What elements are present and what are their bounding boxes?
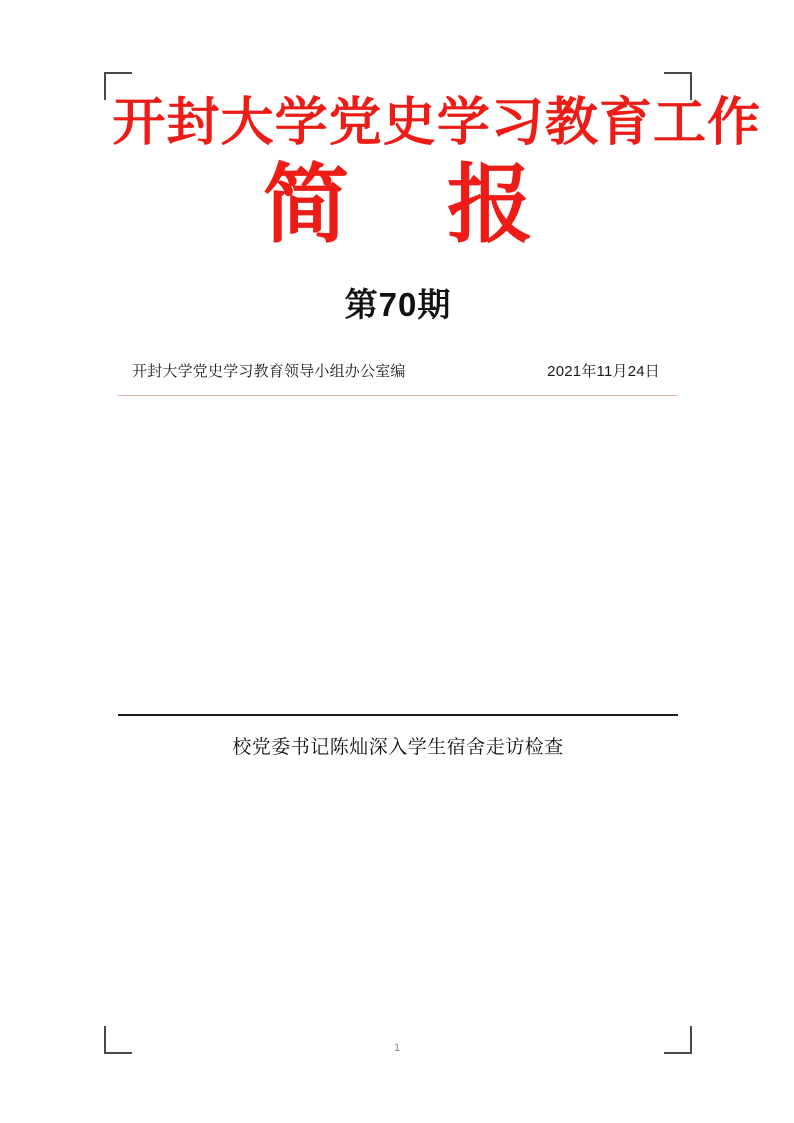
- masthead-title-line-1: 开封大学党史学习教育工作: [112, 93, 762, 153]
- page-number: 1: [393, 1042, 401, 1054]
- imprint-editor: 开封大学党史学习教育领导小组办公室编: [132, 362, 406, 380]
- imprint-date: 2021年11月24日: [547, 362, 660, 380]
- article-headline: 校党委书记陈灿深入学生宿舍走访检查: [232, 736, 564, 758]
- imprint-row: [118, 360, 678, 381]
- masthead-title-line-2: 简 报: [263, 155, 567, 256]
- body-blank-area: [118, 396, 678, 696]
- issue-number: 第70期: [344, 285, 452, 323]
- document-content: [112, 93, 762, 759]
- headline-divider-black: [118, 714, 678, 716]
